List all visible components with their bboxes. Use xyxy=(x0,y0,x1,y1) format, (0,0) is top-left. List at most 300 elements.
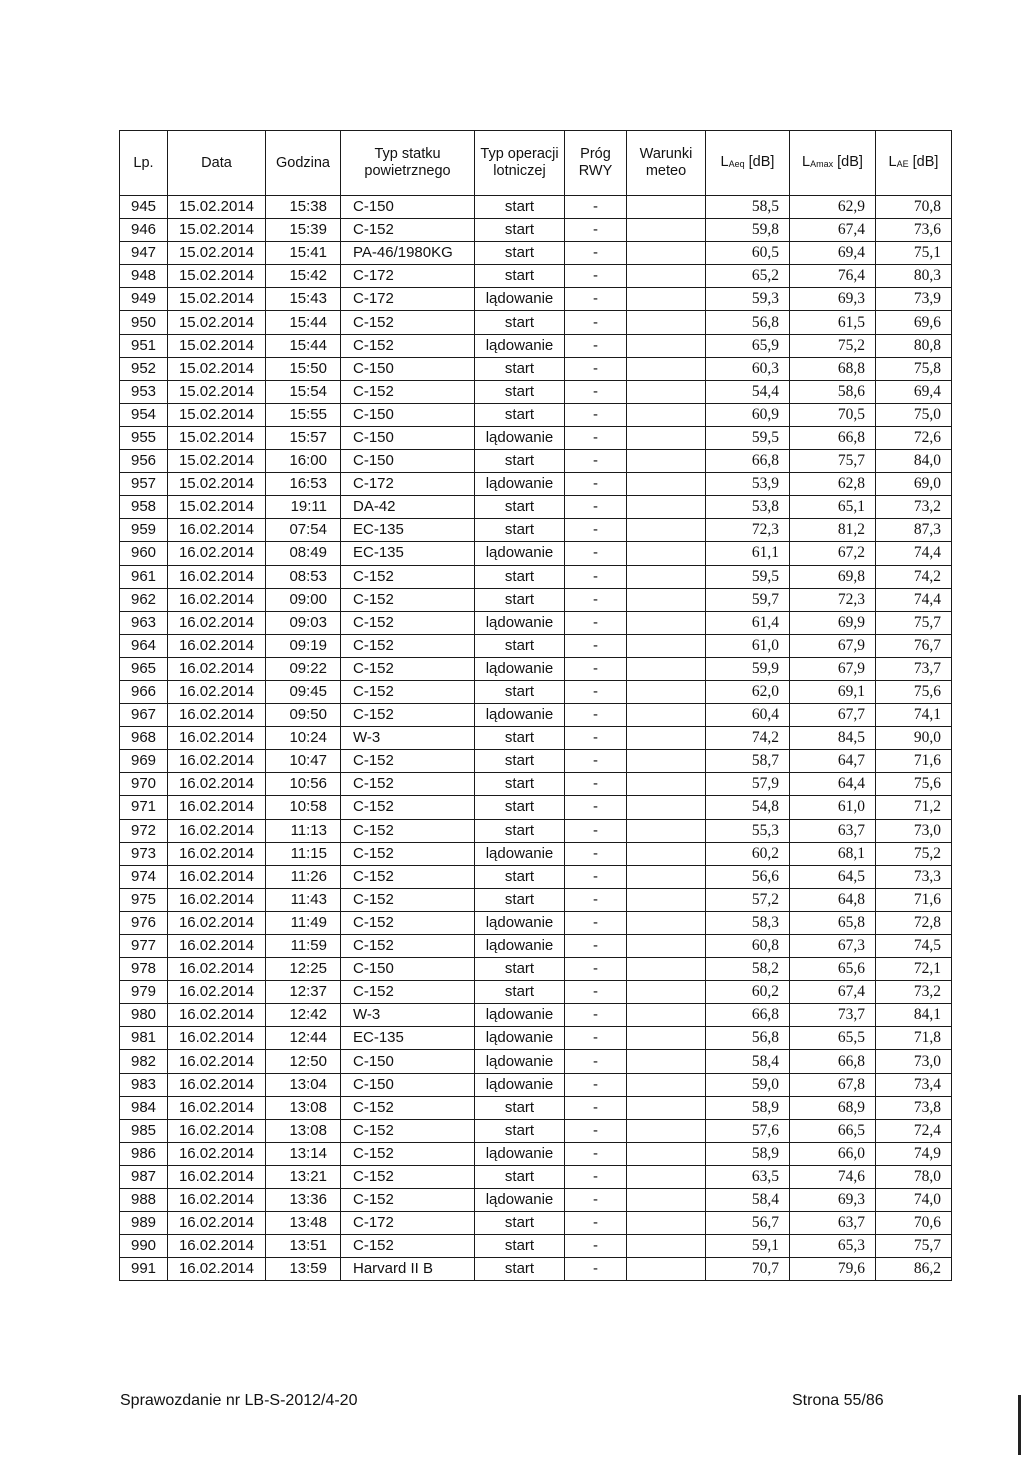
cell-typ-statku: C-152 xyxy=(341,611,475,634)
cell-typ-operacji: start xyxy=(475,588,565,611)
cell-data: 16.02.2014 xyxy=(168,565,266,588)
cell-prog-rwy: - xyxy=(565,796,627,819)
cell-warunki-meteo xyxy=(627,1073,706,1096)
cell-data: 16.02.2014 xyxy=(168,796,266,819)
cell-typ-operacji: lądowanie xyxy=(475,611,565,634)
cell-warunki-meteo xyxy=(627,473,706,496)
cell-laeq: 58,7 xyxy=(706,750,790,773)
cell-typ-statku: DA-42 xyxy=(341,496,475,519)
table-row xyxy=(120,242,952,265)
cell-prog-rwy: - xyxy=(565,704,627,727)
cell-lae: 69,0 xyxy=(876,473,952,496)
header-lae-main: L xyxy=(888,153,897,170)
cell-lamax: 69,1 xyxy=(790,680,876,703)
cell-prog-rwy: - xyxy=(565,1235,627,1258)
cell-warunki-meteo xyxy=(627,796,706,819)
table-row xyxy=(120,773,952,796)
cell-prog-rwy: - xyxy=(565,1073,627,1096)
cell-lae: 80,8 xyxy=(876,334,952,357)
cell-data: 15.02.2014 xyxy=(168,496,266,519)
cell-lamax: 66,0 xyxy=(790,1142,876,1165)
cell-data: 16.02.2014 xyxy=(168,1004,266,1027)
cell-lae: 72,6 xyxy=(876,426,952,449)
cell-lp: 970 xyxy=(120,773,168,796)
cell-laeq: 59,9 xyxy=(706,657,790,680)
cell-laeq: 59,5 xyxy=(706,565,790,588)
cell-lae: 86,2 xyxy=(876,1258,952,1281)
cell-typ-operacji: lądowanie xyxy=(475,1142,565,1165)
cell-typ-statku: C-152 xyxy=(341,1165,475,1188)
cell-lamax: 68,1 xyxy=(790,842,876,865)
cell-lp: 965 xyxy=(120,657,168,680)
table-row xyxy=(120,888,952,911)
cell-lamax: 65,5 xyxy=(790,1027,876,1050)
header-lamax-sub: Amax xyxy=(810,158,834,169)
cell-typ-operacji: start xyxy=(475,219,565,242)
cell-typ-statku: C-152 xyxy=(341,1096,475,1119)
cell-lamax: 66,5 xyxy=(790,1119,876,1142)
cell-data: 16.02.2014 xyxy=(168,888,266,911)
cell-laeq: 59,5 xyxy=(706,426,790,449)
cell-laeq: 54,8 xyxy=(706,796,790,819)
cell-warunki-meteo xyxy=(627,1050,706,1073)
cell-lp: 966 xyxy=(120,680,168,703)
cell-typ-operacji: lądowanie xyxy=(475,1073,565,1096)
cell-typ-statku: C-152 xyxy=(341,842,475,865)
cell-typ-operacji: start xyxy=(475,519,565,542)
cell-lae: 71,2 xyxy=(876,796,952,819)
cell-laeq: 61,4 xyxy=(706,611,790,634)
cell-lamax: 68,9 xyxy=(790,1096,876,1119)
cell-warunki-meteo xyxy=(627,1004,706,1027)
cell-data: 16.02.2014 xyxy=(168,680,266,703)
cell-lae: 76,7 xyxy=(876,634,952,657)
cell-lp: 956 xyxy=(120,450,168,473)
table-row xyxy=(120,634,952,657)
cell-lae: 75,7 xyxy=(876,611,952,634)
cell-laeq: 66,8 xyxy=(706,1004,790,1027)
cell-warunki-meteo xyxy=(627,842,706,865)
cell-typ-operacji: lądowanie xyxy=(475,288,565,311)
cell-laeq: 57,6 xyxy=(706,1119,790,1142)
cell-lp: 957 xyxy=(120,473,168,496)
cell-typ-operacji: lądowanie xyxy=(475,542,565,565)
cell-data: 15.02.2014 xyxy=(168,450,266,473)
cell-typ-operacji: start xyxy=(475,1119,565,1142)
cell-typ-statku: C-152 xyxy=(341,565,475,588)
cell-prog-rwy: - xyxy=(565,496,627,519)
cell-data: 16.02.2014 xyxy=(168,1073,266,1096)
cell-laeq: 58,4 xyxy=(706,1050,790,1073)
cell-typ-operacji: start xyxy=(475,958,565,981)
cell-godzina: 13:48 xyxy=(266,1212,341,1235)
cell-lamax: 67,3 xyxy=(790,935,876,958)
cell-godzina: 13:51 xyxy=(266,1235,341,1258)
cell-data: 15.02.2014 xyxy=(168,426,266,449)
cell-lae: 75,0 xyxy=(876,403,952,426)
cell-lp: 991 xyxy=(120,1258,168,1281)
cell-data: 16.02.2014 xyxy=(168,634,266,657)
cell-typ-statku: C-150 xyxy=(341,450,475,473)
table-row xyxy=(120,1096,952,1119)
cell-typ-statku: C-152 xyxy=(341,634,475,657)
cell-godzina: 11:59 xyxy=(266,935,341,958)
cell-laeq: 59,8 xyxy=(706,219,790,242)
cell-data: 16.02.2014 xyxy=(168,727,266,750)
cell-lae: 74,4 xyxy=(876,542,952,565)
header-row xyxy=(120,131,952,196)
cell-prog-rwy: - xyxy=(565,865,627,888)
cell-lae: 73,2 xyxy=(876,496,952,519)
cell-typ-operacji: start xyxy=(475,565,565,588)
cell-godzina: 10:47 xyxy=(266,750,341,773)
cell-warunki-meteo xyxy=(627,496,706,519)
cell-typ-operacji: lądowanie xyxy=(475,704,565,727)
cell-lp: 945 xyxy=(120,196,168,219)
cell-typ-operacji: start xyxy=(475,196,565,219)
cell-warunki-meteo xyxy=(627,680,706,703)
cell-lamax: 69,4 xyxy=(790,242,876,265)
cell-godzina: 15:54 xyxy=(266,380,341,403)
cell-prog-rwy: - xyxy=(565,1050,627,1073)
cell-lae: 74,5 xyxy=(876,935,952,958)
table-row xyxy=(120,611,952,634)
cell-data: 16.02.2014 xyxy=(168,611,266,634)
cell-lp: 987 xyxy=(120,1165,168,1188)
cell-data: 16.02.2014 xyxy=(168,935,266,958)
cell-warunki-meteo xyxy=(627,588,706,611)
cell-lae: 73,7 xyxy=(876,657,952,680)
table-row xyxy=(120,1073,952,1096)
cell-lp: 973 xyxy=(120,842,168,865)
cell-laeq: 58,9 xyxy=(706,1142,790,1165)
cell-typ-statku: C-172 xyxy=(341,1212,475,1235)
cell-typ-statku: C-152 xyxy=(341,680,475,703)
cell-typ-statku: C-152 xyxy=(341,588,475,611)
cell-typ-statku: C-152 xyxy=(341,1189,475,1212)
cell-lae: 72,8 xyxy=(876,911,952,934)
cell-typ-operacji: start xyxy=(475,265,565,288)
cell-warunki-meteo xyxy=(627,888,706,911)
table-row xyxy=(120,1235,952,1258)
cell-lamax: 58,6 xyxy=(790,380,876,403)
cell-typ-operacji: lądowanie xyxy=(475,334,565,357)
cell-lamax: 75,7 xyxy=(790,450,876,473)
cell-lae: 73,0 xyxy=(876,819,952,842)
cell-data: 15.02.2014 xyxy=(168,380,266,403)
cell-typ-operacji: start xyxy=(475,727,565,750)
cell-typ-statku: C-172 xyxy=(341,265,475,288)
cell-lp: 963 xyxy=(120,611,168,634)
cell-typ-statku: C-152 xyxy=(341,888,475,911)
cell-godzina: 11:15 xyxy=(266,842,341,865)
cell-prog-rwy: - xyxy=(565,265,627,288)
cell-typ-statku: C-152 xyxy=(341,796,475,819)
table-row xyxy=(120,819,952,842)
cell-warunki-meteo xyxy=(627,403,706,426)
cell-lp: 980 xyxy=(120,1004,168,1027)
cell-lamax: 67,9 xyxy=(790,657,876,680)
cell-lae: 74,4 xyxy=(876,588,952,611)
cell-lp: 978 xyxy=(120,958,168,981)
cell-lp: 983 xyxy=(120,1073,168,1096)
header-lamax-unit: [dB] xyxy=(833,153,863,170)
cell-prog-rwy: - xyxy=(565,473,627,496)
cell-lamax: 67,4 xyxy=(790,219,876,242)
cell-warunki-meteo xyxy=(627,1189,706,1212)
cell-warunki-meteo xyxy=(627,426,706,449)
header-laeq-main: L xyxy=(720,153,729,170)
table-row xyxy=(120,1165,952,1188)
table-row xyxy=(120,542,952,565)
cell-laeq: 58,3 xyxy=(706,911,790,934)
cell-data: 15.02.2014 xyxy=(168,242,266,265)
cell-lp: 969 xyxy=(120,750,168,773)
cell-data: 16.02.2014 xyxy=(168,588,266,611)
header-laeq-unit: [dB] xyxy=(744,153,775,170)
cell-data: 15.02.2014 xyxy=(168,357,266,380)
cell-lp: 950 xyxy=(120,311,168,334)
cell-typ-statku: C-152 xyxy=(341,704,475,727)
table-row xyxy=(120,1027,952,1050)
cell-lae: 73,3 xyxy=(876,865,952,888)
cell-warunki-meteo xyxy=(627,334,706,357)
cell-data: 16.02.2014 xyxy=(168,773,266,796)
cell-typ-operacji: start xyxy=(475,1235,565,1258)
cell-godzina: 15:38 xyxy=(266,196,341,219)
cell-prog-rwy: - xyxy=(565,773,627,796)
cell-laeq: 72,3 xyxy=(706,519,790,542)
cell-lp: 974 xyxy=(120,865,168,888)
cell-lp: 955 xyxy=(120,426,168,449)
cell-laeq: 57,2 xyxy=(706,888,790,911)
cell-lamax: 67,7 xyxy=(790,704,876,727)
cell-godzina: 10:24 xyxy=(266,727,341,750)
cell-prog-rwy: - xyxy=(565,357,627,380)
cell-lp: 975 xyxy=(120,888,168,911)
cell-data: 16.02.2014 xyxy=(168,519,266,542)
cell-typ-operacji: start xyxy=(475,773,565,796)
cell-lamax: 84,5 xyxy=(790,727,876,750)
cell-data: 15.02.2014 xyxy=(168,334,266,357)
cell-typ-statku: C-150 xyxy=(341,403,475,426)
cell-laeq: 61,0 xyxy=(706,634,790,657)
cell-lae: 71,6 xyxy=(876,750,952,773)
cell-prog-rwy: - xyxy=(565,311,627,334)
cell-warunki-meteo xyxy=(627,981,706,1004)
header-lp: Lp. xyxy=(120,131,168,196)
cell-lae: 75,6 xyxy=(876,680,952,703)
cell-prog-rwy: - xyxy=(565,611,627,634)
cell-typ-operacji: lądowanie xyxy=(475,473,565,496)
cell-typ-statku: C-152 xyxy=(341,750,475,773)
cell-warunki-meteo xyxy=(627,657,706,680)
table-row xyxy=(120,426,952,449)
cell-lae: 73,2 xyxy=(876,981,952,1004)
table-row xyxy=(120,1189,952,1212)
cell-data: 16.02.2014 xyxy=(168,1165,266,1188)
cell-laeq: 59,1 xyxy=(706,1235,790,1258)
cell-lamax: 69,3 xyxy=(790,1189,876,1212)
cell-lp: 947 xyxy=(120,242,168,265)
cell-prog-rwy: - xyxy=(565,288,627,311)
cell-typ-statku: C-152 xyxy=(341,1142,475,1165)
cell-warunki-meteo xyxy=(627,1258,706,1281)
cell-typ-operacji: lądowanie xyxy=(475,1027,565,1050)
cell-data: 15.02.2014 xyxy=(168,265,266,288)
cell-lae: 84,0 xyxy=(876,450,952,473)
cell-prog-rwy: - xyxy=(565,1212,627,1235)
cell-typ-statku: C-152 xyxy=(341,219,475,242)
cell-typ-operacji: start xyxy=(475,1258,565,1281)
cell-lamax: 62,8 xyxy=(790,473,876,496)
cell-typ-statku: C-150 xyxy=(341,1073,475,1096)
cell-warunki-meteo xyxy=(627,911,706,934)
cell-prog-rwy: - xyxy=(565,1004,627,1027)
cell-lamax: 67,8 xyxy=(790,1073,876,1096)
cell-warunki-meteo xyxy=(627,219,706,242)
cell-typ-operacji: start xyxy=(475,403,565,426)
cell-godzina: 15:43 xyxy=(266,288,341,311)
table-row xyxy=(120,865,952,888)
cell-lamax: 61,5 xyxy=(790,311,876,334)
cell-godzina: 13:08 xyxy=(266,1096,341,1119)
table-row xyxy=(120,911,952,934)
cell-laeq: 56,8 xyxy=(706,1027,790,1050)
cell-laeq: 54,4 xyxy=(706,380,790,403)
cell-warunki-meteo xyxy=(627,1027,706,1050)
cell-lamax: 64,8 xyxy=(790,888,876,911)
cell-lae: 74,9 xyxy=(876,1142,952,1165)
cell-godzina: 15:50 xyxy=(266,357,341,380)
table-row xyxy=(120,842,952,865)
cell-typ-statku: C-152 xyxy=(341,935,475,958)
cell-data: 16.02.2014 xyxy=(168,750,266,773)
cell-laeq: 60,2 xyxy=(706,842,790,865)
cell-laeq: 60,8 xyxy=(706,935,790,958)
cell-laeq: 60,2 xyxy=(706,981,790,1004)
table-row xyxy=(120,219,952,242)
cell-warunki-meteo xyxy=(627,380,706,403)
cell-data: 16.02.2014 xyxy=(168,1142,266,1165)
cell-lamax: 69,3 xyxy=(790,288,876,311)
table-row xyxy=(120,1119,952,1142)
cell-lae: 84,1 xyxy=(876,1004,952,1027)
table-row xyxy=(120,1212,952,1235)
cell-typ-statku: PA-46/1980KG xyxy=(341,242,475,265)
cell-data: 15.02.2014 xyxy=(168,288,266,311)
cell-lamax: 66,8 xyxy=(790,426,876,449)
table-row xyxy=(120,519,952,542)
cell-lamax: 65,6 xyxy=(790,958,876,981)
cell-godzina: 08:53 xyxy=(266,565,341,588)
table-row xyxy=(120,1142,952,1165)
cell-prog-rwy: - xyxy=(565,588,627,611)
table-row xyxy=(120,265,952,288)
cell-lae: 75,8 xyxy=(876,357,952,380)
cell-godzina: 11:43 xyxy=(266,888,341,911)
cell-godzina: 07:54 xyxy=(266,519,341,542)
cell-godzina: 09:03 xyxy=(266,611,341,634)
cell-godzina: 15:57 xyxy=(266,426,341,449)
cell-typ-statku: C-152 xyxy=(341,819,475,842)
cell-laeq: 60,5 xyxy=(706,242,790,265)
header-laeq-sub: Aeq xyxy=(728,158,745,169)
header-lae xyxy=(876,131,952,196)
cell-prog-rwy: - xyxy=(565,450,627,473)
cell-data: 16.02.2014 xyxy=(168,1050,266,1073)
cell-godzina: 10:56 xyxy=(266,773,341,796)
cell-typ-statku: C-152 xyxy=(341,1119,475,1142)
cell-lamax: 63,7 xyxy=(790,819,876,842)
cell-laeq: 57,9 xyxy=(706,773,790,796)
cell-lamax: 75,2 xyxy=(790,334,876,357)
cell-lamax: 65,8 xyxy=(790,911,876,934)
cell-typ-statku: W-3 xyxy=(341,727,475,750)
cell-warunki-meteo xyxy=(627,958,706,981)
cell-prog-rwy: - xyxy=(565,242,627,265)
cell-lp: 988 xyxy=(120,1189,168,1212)
cell-lp: 946 xyxy=(120,219,168,242)
header-lamax xyxy=(790,131,876,196)
table-row xyxy=(120,403,952,426)
cell-typ-operacji: start xyxy=(475,796,565,819)
cell-typ-operacji: lądowanie xyxy=(475,426,565,449)
cell-typ-operacji: start xyxy=(475,380,565,403)
cell-lp: 981 xyxy=(120,1027,168,1050)
cell-lae: 71,6 xyxy=(876,888,952,911)
cell-warunki-meteo xyxy=(627,865,706,888)
cell-lp: 958 xyxy=(120,496,168,519)
flight-noise-table xyxy=(119,130,952,1281)
cell-data: 16.02.2014 xyxy=(168,842,266,865)
cell-godzina: 13:59 xyxy=(266,1258,341,1281)
cell-godzina: 09:19 xyxy=(266,634,341,657)
cell-data: 16.02.2014 xyxy=(168,981,266,1004)
cell-lae: 87,3 xyxy=(876,519,952,542)
cell-typ-operacji: start xyxy=(475,750,565,773)
cell-laeq: 58,2 xyxy=(706,958,790,981)
table-row xyxy=(120,450,952,473)
cell-godzina: 11:13 xyxy=(266,819,341,842)
cell-warunki-meteo xyxy=(627,935,706,958)
cell-lamax: 74,6 xyxy=(790,1165,876,1188)
cell-lp: 985 xyxy=(120,1119,168,1142)
cell-godzina: 12:44 xyxy=(266,1027,341,1050)
cell-lp: 984 xyxy=(120,1096,168,1119)
cell-prog-rwy: - xyxy=(565,426,627,449)
cell-data: 16.02.2014 xyxy=(168,1212,266,1235)
cell-warunki-meteo xyxy=(627,611,706,634)
cell-warunki-meteo xyxy=(627,1096,706,1119)
cell-lp: 972 xyxy=(120,819,168,842)
cell-typ-statku: C-152 xyxy=(341,334,475,357)
table-row xyxy=(120,1004,952,1027)
cell-godzina: 13:14 xyxy=(266,1142,341,1165)
cell-data: 16.02.2014 xyxy=(168,542,266,565)
table-row xyxy=(120,981,952,1004)
cell-data: 16.02.2014 xyxy=(168,1119,266,1142)
cell-typ-statku: EC-135 xyxy=(341,519,475,542)
cell-lae: 73,9 xyxy=(876,288,952,311)
cell-warunki-meteo xyxy=(627,773,706,796)
header-lae-sub: AE xyxy=(896,158,909,169)
table-row xyxy=(120,380,952,403)
cell-lae: 73,0 xyxy=(876,1050,952,1073)
cell-lp: 962 xyxy=(120,588,168,611)
cell-typ-statku: C-150 xyxy=(341,357,475,380)
cell-lp: 977 xyxy=(120,935,168,958)
